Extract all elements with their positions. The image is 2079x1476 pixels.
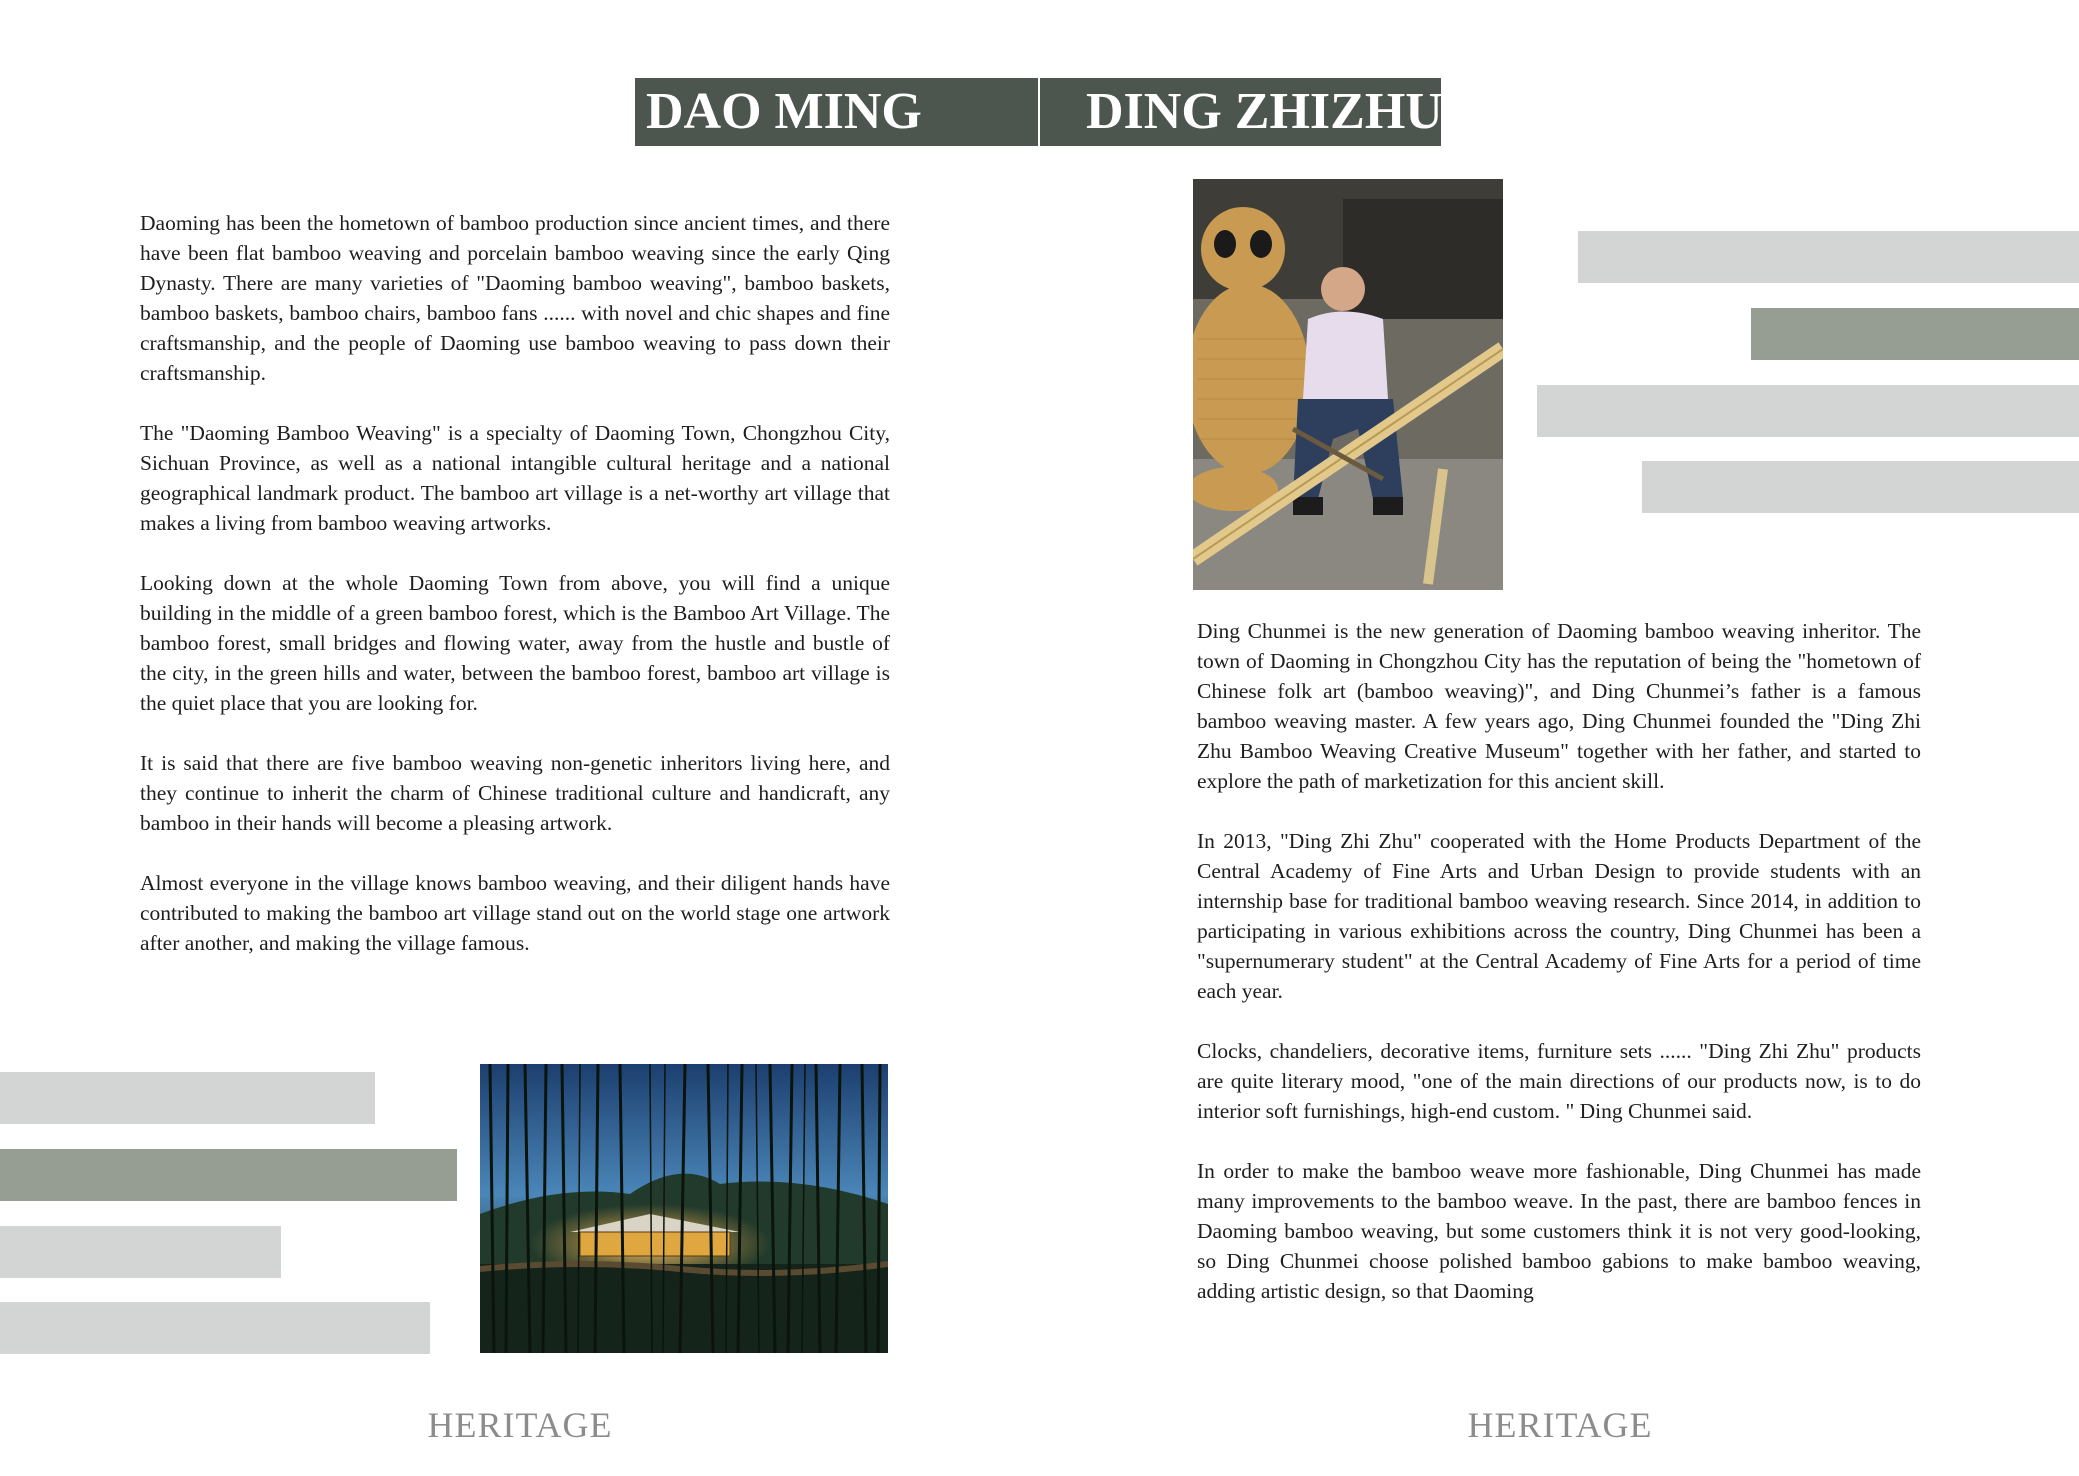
footer-heritage-right: HERITAGE	[1467, 1405, 1653, 1445]
decor-bar	[0, 1302, 430, 1354]
title-ding-zhizhu: DING ZHIZHU	[1086, 83, 1443, 140]
craftsman-photo	[1193, 179, 1503, 590]
title-divider	[1038, 78, 1040, 146]
left-paragraph: The "Daoming Bamboo Weaving" is a specialty of Daoming Town, Chongzhou City, Sichuan Province, as well as a national intangible cultural heritage and a national geographical landmark product. The bamboo art village is a net-worthy art village that makes a living from bamboo weaving artworks.	[140, 421, 890, 535]
right-page-body	[1197, 616, 1921, 1336]
bamboo-art-village-photo	[480, 1064, 888, 1353]
decor-bar-accent	[1751, 308, 2079, 360]
decor-bar	[1642, 461, 2079, 513]
decor-bar	[1537, 385, 2079, 437]
right-paragraph: Ding Chunmei is the new generation of Daoming bamboo weaving inheritor. The town of Daoming in Chongzhou City has the reputation of being the "hometown of Chinese folk art (bamboo weaving)", and Ding Chunmei’s father is a famous bamboo weaving master. A few years ago, Ding Chunmei founded the "Ding Zhi Zhu Bamboo Weaving Creative Museum" together with her father, and started to explore the path of marketization for this ancient skill.	[1197, 619, 1921, 793]
right-paragraph: In 2013, "Ding Zhi Zhu" cooperated with the Home Products Department of the Central Academy of Fine Arts and Urban Design to provide students with an internship base for traditional bamboo weaving research. Since 2014, in addition to participating in various exhibitions across the country, Ding Chunmei has been a "supernumerary student" at the Central Academy of Fine Arts for a period of time each year.	[1197, 829, 1921, 1003]
right-paragraph: In order to make the bamboo weave more fashionable, Ding Chunmei has made many improvements to the bamboo weave. In the past, there are bamboo fences in Daoming bamboo weaving, but some customers think it is not very good-looking, so Ding Chunmei choose polished bamboo gabions to make bamboo weaving, adding artistic design, so that Daoming	[1197, 1159, 1921, 1303]
right-paragraph: Clocks, chandeliers, decorative items, furniture sets ...... "Ding Zhi Zhu" products are quite literary mood, "one of the main directions of our products now, is to do interior soft furnishings, high-end custom. " Ding Chunmei said.	[1197, 1039, 1921, 1123]
left-page-body	[140, 208, 890, 988]
left-paragraph: It is said that there are five bamboo weaving non-genetic inheritors living here, and they continue to inherit the charm of Chinese traditional culture and handicraft, any bamboo in their hands will become a pleasing artwork.	[140, 751, 890, 835]
title-dao-ming: DAO MING	[646, 83, 922, 140]
left-paragraph: Daoming has been the hometown of bamboo production since ancient times, and there have been flat bamboo weaving and porcelain bamboo weaving since the early Qing Dynasty. There are many varieties of "Daoming bamboo weaving", bamboo baskets, bamboo baskets, bamboo chairs, bamboo fans ...... with novel and chic shapes and fine craftsmanship, and the people of Daoming use bamboo weaving to pass down their craftsmanship.	[140, 211, 890, 385]
left-paragraph: Almost everyone in the village knows bamboo weaving, and their diligent hands have contributed to making the bamboo art village stand out on the world stage one artwork after another, and making the village famous.	[140, 871, 890, 955]
decor-bar	[0, 1226, 281, 1278]
left-paragraph: Looking down at the whole Daoming Town from above, you will find a unique building in the middle of a green bamboo forest, which is the Bamboo Art Village. The bamboo forest, small bridges and flowing water, away from the hustle and bustle of the city, in the green hills and water, between the bamboo forest, bamboo art village is the quiet place that you are looking for.	[140, 571, 890, 715]
decor-bar	[1578, 231, 2079, 283]
decor-bar	[0, 1072, 375, 1124]
decor-bar-accent	[0, 1149, 457, 1201]
footer-heritage-left: HERITAGE	[427, 1405, 613, 1445]
